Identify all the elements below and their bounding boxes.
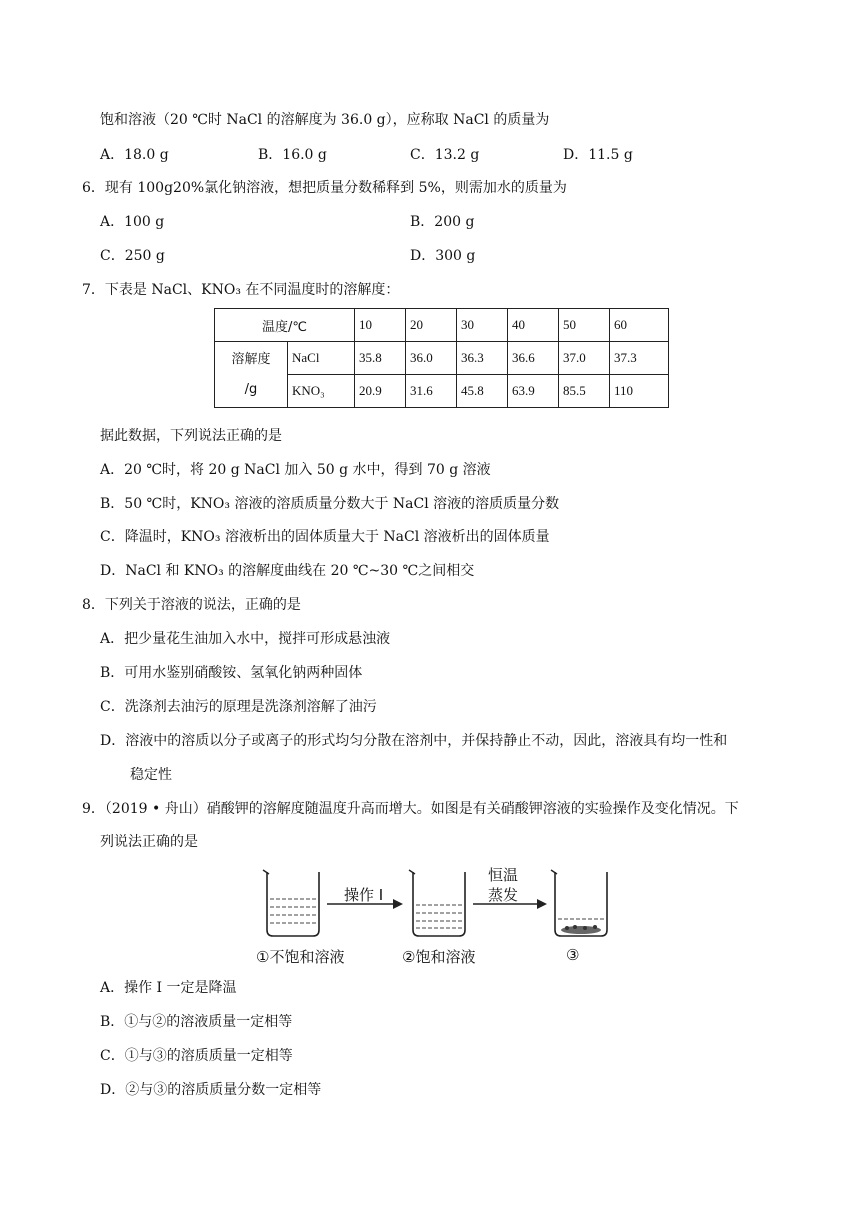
q6-option-a: A．100 g — [100, 214, 165, 230]
q6-option-d: D．300 g — [410, 248, 476, 264]
kno3-cell: 31.6 — [406, 375, 457, 408]
q9-option-a: A．操作 I 一定是降温 — [100, 980, 237, 996]
q8-option-c: C．洗涤剂去油污的原理是洗涤剂溶解了油污 — [100, 699, 377, 715]
nacl-cell: 36.6 — [508, 342, 559, 375]
nacl-cell: 36.3 — [457, 342, 508, 375]
row-label-kno3: KNO₃ — [288, 375, 355, 408]
beaker1-label: ①不饱和溶液 — [256, 948, 345, 966]
beaker-2 — [409, 870, 465, 936]
table-header-temperature: 温度/℃ — [215, 309, 355, 342]
q7-option-b: B．50 ℃时，KNO₃ 溶液的溶质质量分数大于 NaCl 溶液的溶质质量分数 — [100, 496, 560, 512]
beaker2-label: ②饱和溶液 — [402, 948, 476, 966]
q9-stem-line2: 列说法正确的是 — [100, 834, 198, 850]
temp-cell: 40 — [508, 309, 559, 342]
q6-stem: 6．现有 100g20%氯化钠溶液，想把质量分数稀释到 5%，则需加水的质量为 — [82, 180, 567, 196]
kno3-cell: 63.9 — [508, 375, 559, 408]
arrow2-label-line2: 蒸发 — [488, 886, 519, 904]
row-group-label — [215, 342, 288, 408]
temp-cell: 10 — [355, 309, 406, 342]
nacl-cell: 37.0 — [559, 342, 610, 375]
row-group-label-line2: /g — [244, 381, 258, 397]
q5-option-b: B．16.0 g — [258, 147, 327, 163]
q7-stem: 7．下表是 NaCl、KNO₃ 在不同温度时的溶解度： — [82, 282, 400, 298]
nacl-cell: 37.3 — [610, 342, 669, 375]
q8-option-a: A．把少量花生油加入水中，搅拌可形成悬浊液 — [100, 631, 391, 647]
q9-option-d: D．②与③的溶质质量分数一定相等 — [100, 1082, 322, 1098]
q7-option-c: C．降温时，KNO₃ 溶液析出的固体质量大于 NaCl 溶液析出的固体质量 — [100, 529, 550, 545]
nacl-cell: 36.0 — [406, 342, 457, 375]
beaker-3 — [551, 870, 607, 936]
q8-option-b: B．可用水鉴别硝酸铵、氢氧化钠两种固体 — [100, 665, 363, 681]
q8-option-d-continuation: 稳定性 — [130, 767, 172, 783]
kno3-cell: 45.8 — [457, 375, 508, 408]
q7-prompt: 据此数据，下列说法正确的是 — [100, 428, 282, 444]
q8-option-d: D．溶液中的溶质以分子或离子的形式均匀分散在溶剂中，并保持静止不动，因此，溶液具有均一性和 — [100, 733, 728, 749]
q6-option-b: B．200 g — [410, 214, 475, 230]
q5-continuation: 饱和溶液（20 ℃时 NaCl 的溶解度为 36.0 g），应称取 NaCl 的质量为 — [100, 112, 550, 128]
temp-cell: 20 — [406, 309, 457, 342]
q6-option-c: C．250 g — [100, 248, 165, 264]
beaker3-label: ③ — [566, 946, 580, 964]
temp-cell: 60 — [610, 309, 669, 342]
solubility-table — [214, 308, 669, 408]
q7-option-d: D．NaCl 和 KNO₃ 的溶解度曲线在 20 ℃~30 ℃之间相交 — [100, 563, 475, 579]
q5-option-a: A．18.0 g — [100, 147, 169, 163]
kno3-cell: 20.9 — [355, 375, 406, 408]
beaker-1 — [263, 870, 319, 936]
q7-option-a: A．20 ℃时，将 20 g NaCl 加入 50 g 水中，得到 70 g 溶液 — [100, 462, 491, 478]
q5-option-c: C．13.2 g — [410, 147, 480, 163]
q5-option-d: D．11.5 g — [563, 147, 633, 163]
q9-stem-line1: 9．（2019 • 舟山）硝酸钾的溶解度随温度升高而增大。如图是有关硝酸钾溶液的实验操作及变化情况。下 — [82, 801, 739, 817]
kno3-cell: 85.5 — [559, 375, 610, 408]
beaker-figure — [255, 862, 615, 942]
kno3-cell: 110 — [610, 375, 669, 408]
temp-cell: 30 — [457, 309, 508, 342]
arrow2-label-line1: 恒温 — [488, 866, 519, 884]
row-group-label-line1: 溶解度 — [231, 351, 271, 367]
q9-option-b: B．①与②的溶液质量一定相等 — [100, 1014, 293, 1030]
q9-option-c: C．①与③的溶质质量一定相等 — [100, 1048, 293, 1064]
row-label-nacl: NaCl — [288, 342, 355, 375]
q8-stem: 8．下列关于溶液的说法，正确的是 — [82, 597, 301, 613]
arrow1-label: 操作 I — [344, 886, 384, 904]
nacl-cell: 35.8 — [355, 342, 406, 375]
temp-cell: 50 — [559, 309, 610, 342]
